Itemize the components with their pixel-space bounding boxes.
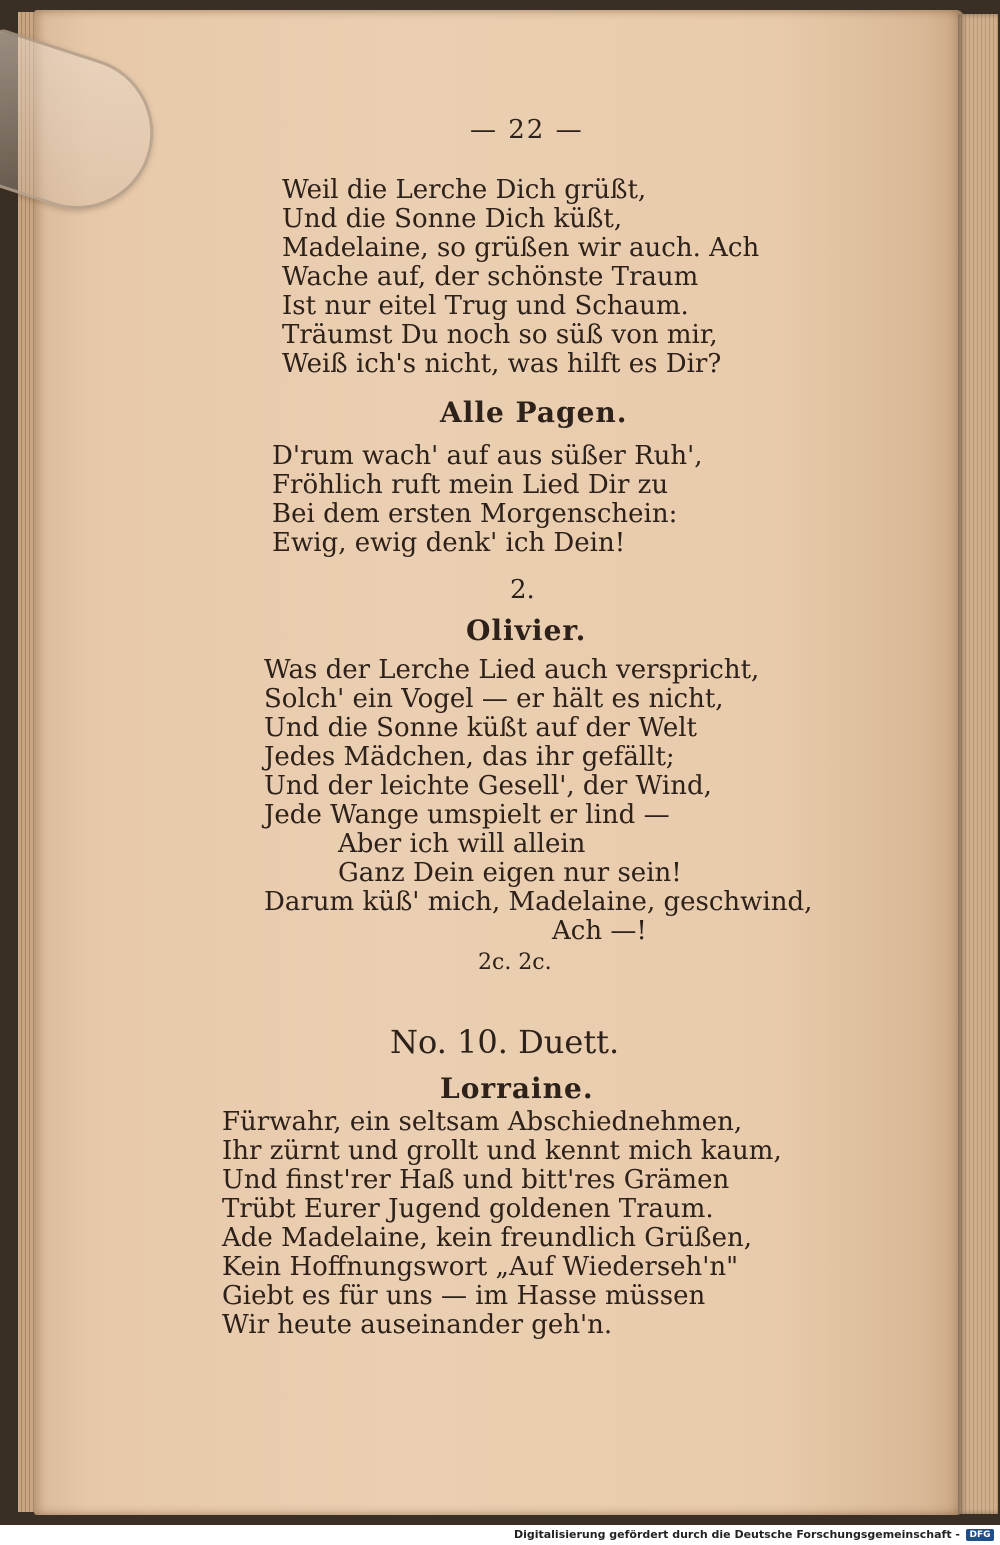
verse-line: Fröhlich ruft mein Lied Dir zu <box>272 470 669 500</box>
footer-credit: Digitalisierung gefördert durch die Deutsche Forschungsgemeinschaft - <box>513 1528 960 1541</box>
verse-line: Weiß ich's nicht, was hilft es Dir? <box>282 349 722 379</box>
verse-line: Fürwahr, ein seltsam Abschiednehmen, <box>222 1107 743 1137</box>
verse-line: Giebt es für uns — im Hasse müssen <box>222 1281 706 1311</box>
verse-line: Ihr zürnt und grollt und kennt mich kaum, <box>222 1136 782 1166</box>
verse-line: Wir heute auseinander geh'n. <box>222 1310 613 1340</box>
verse-line: Was der Lerche Lied auch verspricht, <box>264 655 760 685</box>
verse-line: Ewig, ewig denk' ich Dein! <box>272 528 626 558</box>
verse-line: Aber ich will allein <box>338 829 586 859</box>
verse-block-3 <box>264 656 812 946</box>
verse-line: Darum küß' mich, Madelaine, geschwind, <box>264 887 813 917</box>
verse-block-4 <box>222 1108 782 1340</box>
heading-lorraine: Lorraine. <box>440 1072 594 1105</box>
verse-line: Bei dem ersten Morgenschein: <box>272 499 678 529</box>
right-page-edge <box>958 14 998 1514</box>
verse-line: D'rum wach' auf aus süßer Ruh', <box>272 441 703 471</box>
verse-line: Ade Madelaine, kein freundlich Grüßen, <box>222 1223 752 1253</box>
verse-line: Ach —! <box>552 916 647 946</box>
verse-line: Madelaine, so grüßen wir auch. Ach <box>282 233 760 263</box>
verse-line: Und die Sonne küßt auf der Welt <box>264 713 697 743</box>
verse-line: Trübt Eurer Jugend goldenen Traum. <box>222 1194 714 1224</box>
etcetera: 2c. 2c. <box>478 950 552 975</box>
heading-olivier: Olivier. <box>466 614 587 647</box>
heading-alle-pagen: Alle Pagen. <box>440 396 628 429</box>
number-heading: No. 10. Duett. <box>390 1023 620 1061</box>
verse-block-1 <box>282 176 759 379</box>
verse-line: Und die Sonne Dich küßt, <box>282 204 623 234</box>
dfg-logo: DFG <box>966 1529 994 1541</box>
verse-line: Wache auf, der schönste Traum <box>282 262 699 292</box>
verse-line: Und der leichte Gesell', der Wind, <box>264 771 712 801</box>
verse-line: Ist nur eitel Trug und Schaum. <box>282 291 689 321</box>
verse-line: Kein Hoffnungswort „Auf Wiederseh'n" <box>222 1252 739 1282</box>
verse-block-2 <box>272 442 703 558</box>
verse-line: Jede Wange umspielt er lind — <box>264 800 670 830</box>
verse-line: Ganz Dein eigen nur sein! <box>338 858 682 888</box>
verse-line: Jedes Mädchen, das ihr gefällt; <box>264 742 675 772</box>
verse-line: Weil die Lerche Dich grüßt, <box>282 175 647 205</box>
footer-bar <box>0 1525 1000 1545</box>
verse-line: Solch' ein Vogel — er hält es nicht, <box>264 684 724 714</box>
verse-line: Und finst'rer Haß und bitt'res Grämen <box>222 1165 730 1195</box>
section-number: 2. <box>510 575 535 605</box>
verse-line: Träumst Du noch so süß von mir, <box>282 320 718 350</box>
page-number: — 22 — <box>470 115 584 145</box>
